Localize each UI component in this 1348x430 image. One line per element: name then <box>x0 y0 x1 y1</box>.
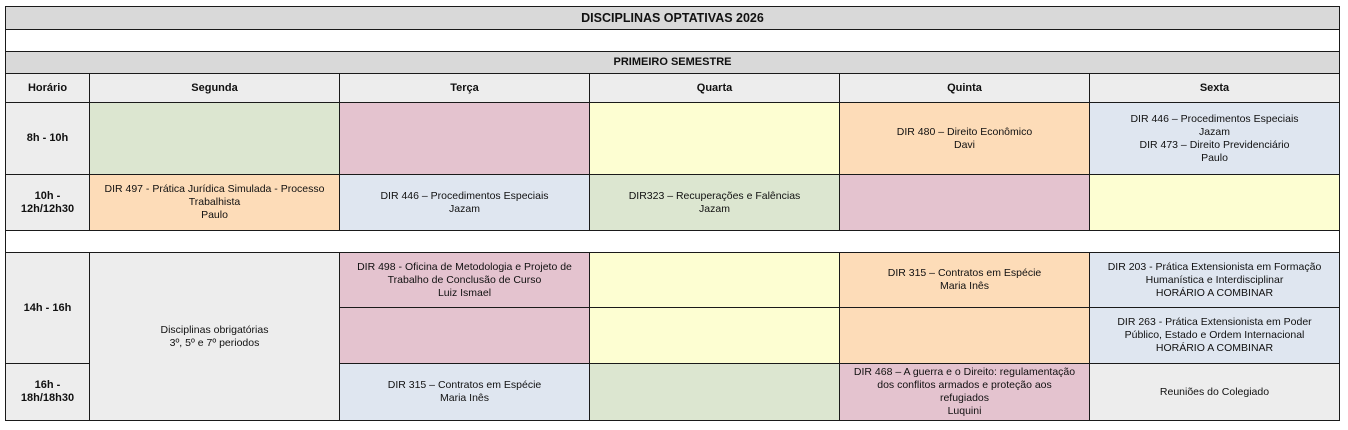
schedule-table <box>5 6 1340 421</box>
cell-thursday-10h <box>840 175 1090 231</box>
course-line: DIR 263 - Prática Extensionista em Poder <box>1117 316 1312 328</box>
header-time: Horário <box>6 74 90 103</box>
blank-row <box>6 30 1340 52</box>
cell-monday-10h <box>90 175 340 231</box>
header-tuesday: Terça <box>340 74 590 103</box>
course-line: DIR 497 - Prática Jurídica Simulada - Processo <box>104 183 325 195</box>
course-line: Trabalhista <box>188 196 241 208</box>
professor-line: Luquini <box>947 405 982 417</box>
course-line: DIR323 – Recuperações e Falências <box>628 189 801 202</box>
note-line: Reuniões do Colegiado <box>1159 385 1270 398</box>
course-line: DIR 473 – Direito Previdenciário <box>1139 138 1290 151</box>
professor-line: Maria Inês <box>939 280 990 292</box>
cell-friday-8h <box>1090 103 1340 175</box>
schedule-note: HORÁRIO A COMBINAR <box>1155 286 1274 299</box>
course-line: DIR 468 – A guerra e o Direito: regulamentação <box>853 366 1076 378</box>
course-line: DIR 498 - Oficina de Metodologia e Projeto de <box>357 260 572 273</box>
professor-line: Davi <box>953 138 975 151</box>
professor-line: Maria Inês <box>439 392 490 404</box>
header-monday: Segunda <box>90 74 340 103</box>
course-line: Público, Estado e Ordem Internacional <box>1124 329 1305 341</box>
slot-8h-10h: 8h - 10h <box>6 103 90 175</box>
cell-tuesday-14h-a <box>340 253 590 308</box>
cell-wednesday-14h-b <box>590 308 840 364</box>
schedule-title: DISCIPLINAS OPTATIVAS 2026 <box>6 7 1340 30</box>
slot-line: 12h/12h30 <box>20 202 75 215</box>
professor-line: Luiz Ismael <box>437 286 492 299</box>
note-line: 3º, 5º e 7º periodos <box>169 336 260 349</box>
course-line: DIR 480 – Direito Econômico <box>896 125 1033 138</box>
cell-monday-afternoon <box>90 253 340 421</box>
cell-monday-8h <box>90 103 340 175</box>
cell-tuesday-8h <box>340 103 590 175</box>
schedule-note: HORÁRIO A COMBINAR <box>1155 342 1274 354</box>
header-wednesday: Quarta <box>590 74 840 103</box>
professor-line: Paulo <box>201 209 228 221</box>
header-friday: Sexta <box>1090 74 1340 103</box>
course-line: DIR 446 – Procedimentos Especiais <box>380 189 549 202</box>
course-line: Humanística e Interdisciplinar <box>1145 273 1284 286</box>
slot-14h-16h: 14h - 16h <box>6 253 90 364</box>
cell-wednesday-14h-a <box>590 253 840 308</box>
course-line: DIR 315 – Contratos em Espécie <box>387 379 542 391</box>
cell-wednesday-10h <box>590 175 840 231</box>
note-line: Disciplinas obrigatórias <box>160 323 269 336</box>
cell-thursday-8h <box>840 103 1090 175</box>
slot-10h-12h <box>6 175 90 231</box>
cell-tuesday-16h <box>340 364 590 421</box>
slot-line: 10h - <box>34 189 61 202</box>
semester-title: PRIMEIRO SEMESTRE <box>6 52 1340 74</box>
cell-thursday-16h <box>840 364 1090 421</box>
cell-wednesday-16h <box>590 364 840 421</box>
header-thursday: Quinta <box>840 74 1090 103</box>
cell-friday-14h-a <box>1090 253 1340 308</box>
slot-line: 18h/18h30 <box>20 392 75 404</box>
professor-line: Jazam <box>1199 125 1230 138</box>
course-line: DIR 315 – Contratos em Espécie <box>887 267 1042 279</box>
course-line: refugiados <box>939 392 990 404</box>
cell-tuesday-14h-b <box>340 308 590 364</box>
slot-16h-18h <box>6 364 90 421</box>
professor-line: Jazam <box>699 202 730 215</box>
course-line: Trabalho de Conclusão de Curso <box>387 273 542 286</box>
cell-tuesday-10h <box>340 175 590 231</box>
cell-wednesday-8h <box>590 103 840 175</box>
cell-friday-14h-b <box>1090 308 1340 364</box>
lunch-blank-row <box>6 231 1340 253</box>
course-line: DIR 203 - Prática Extensionista em Formação <box>1107 260 1322 273</box>
cell-thursday-14h-a <box>840 253 1090 308</box>
professor-line: Jazam <box>449 202 480 215</box>
slot-line: 16h - <box>34 379 61 391</box>
professor-line: Paulo <box>1201 151 1228 164</box>
cell-thursday-14h-b <box>840 308 1090 364</box>
course-line: dos conflitos armados e proteção aos <box>877 379 1052 391</box>
cell-friday-16h <box>1090 364 1340 421</box>
cell-friday-10h <box>1090 175 1340 231</box>
course-line: DIR 446 – Procedimentos Especiais <box>1130 112 1299 125</box>
